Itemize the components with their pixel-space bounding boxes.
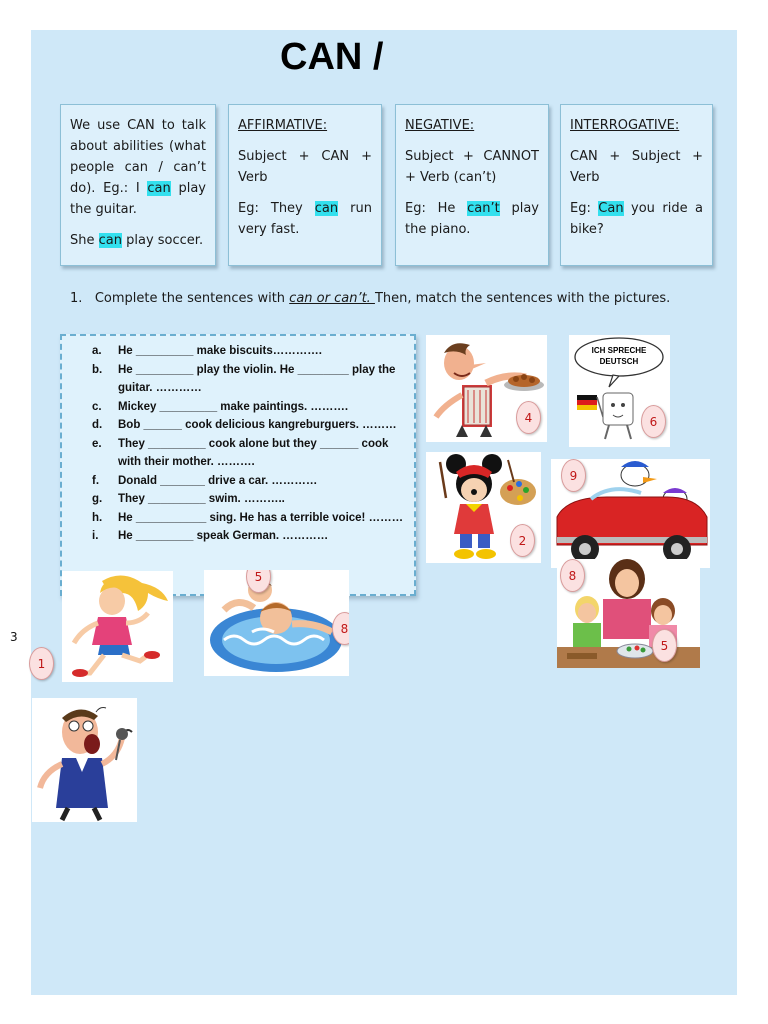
sentence-item [92, 435, 410, 472]
mickey-picture [426, 452, 541, 563]
girl-picture [62, 571, 173, 682]
intro-line-1: We use CAN to talk about abilities (what people can / can’t do). Eg.: I can play the guitar. [70, 118, 206, 217]
affirmative-rule: Subject + CAN + Verb [238, 149, 372, 185]
intro-box [60, 104, 216, 266]
affirmative-box [228, 104, 382, 266]
mickey-badge: 2 [510, 524, 535, 557]
side-number: 3 [10, 630, 18, 644]
interrogative-example: Eg: Can you ride a bike? [570, 201, 703, 237]
family-badge-top: 8 [560, 559, 585, 592]
interrogative-heading: INTERROGATIVE: [570, 118, 680, 133]
negative-rule: Subject + CANNOT + Verb (can’t) [405, 149, 539, 185]
swim-badge-top: 5 [246, 570, 271, 593]
sentences-box [60, 334, 416, 596]
chef-badge: 4 [516, 401, 541, 434]
sentence-item [92, 398, 410, 417]
page-title: CAN / [280, 36, 384, 78]
sentence-item [92, 342, 410, 361]
bubble-line-1: ICH SPRECHE [591, 346, 647, 355]
sentence-item [92, 509, 410, 528]
sentence-item [92, 472, 410, 491]
sentence-letter: d. [92, 419, 103, 431]
sentence-text: Bob ______ cook delicious kangreburguers. ……… [118, 419, 397, 431]
girl-running-illustration [62, 571, 173, 682]
interrogative-rule: CAN + Subject + Verb [570, 149, 703, 185]
sentence-text: He _________ make biscuits…………. [118, 345, 322, 357]
swim-badge-right: 8 [332, 612, 349, 645]
donald-badge: 9 [561, 459, 586, 492]
sentence-text: He _________ play the violin. He ________ play the guitar. ………… [118, 363, 396, 394]
singer-illustration [32, 698, 137, 822]
donald-picture [551, 459, 710, 568]
swimming-picture [204, 570, 349, 676]
family-badge-bottom: 5 [652, 629, 677, 662]
sentence-letter: h. [92, 511, 103, 524]
family-cooking-picture [557, 559, 700, 668]
sentence-letter: g. [92, 493, 103, 505]
sentence-list [92, 342, 410, 546]
sentence-text: They _________ cook alone but they ______ cook with their mother. ………. [118, 437, 389, 468]
negative-example: Eg: He can’t play the piano. [405, 201, 539, 237]
swimming-illustration [204, 570, 349, 676]
sentence-text: Mickey _________ make paintings. ………. [118, 400, 349, 413]
sentence-item [92, 416, 410, 435]
sentence-letter: c. [92, 400, 102, 413]
girl-badge: 1 [29, 647, 54, 680]
intro-line-2: She can play soccer. [70, 233, 204, 248]
sentence-item [92, 361, 410, 398]
sentence-letter: i. [92, 530, 99, 542]
sentence-text: Donald _______ drive a car. ………… [118, 474, 318, 487]
bubble-line-2: DEUTSCH [599, 357, 639, 366]
german-badge: 6 [641, 405, 666, 438]
sentence-letter: f. [92, 474, 100, 487]
negative-box [395, 104, 549, 266]
negative-heading: NEGATIVE: [405, 118, 475, 133]
sentence-text: He _________ speak German. ………… [118, 530, 329, 542]
sentence-letter: a. [92, 345, 102, 357]
sentence-text: They _________ swim. ……….. [118, 493, 285, 505]
sentence-letter: b. [92, 363, 103, 376]
interrogative-box [560, 104, 713, 266]
exercise-instruction: 1. Complete the sentences with can or can’t. Then, match the sentences with the pictures. [70, 291, 671, 306]
chef-picture [426, 335, 547, 442]
sentence-item [92, 490, 410, 509]
sentence-item [92, 527, 410, 546]
sentence-letter: e. [92, 437, 102, 450]
affirmative-example: Eg: They can run very fast. [238, 201, 372, 237]
affirmative-heading: AFFIRMATIVE: [238, 118, 328, 133]
german-picture [569, 335, 670, 447]
singer-picture [32, 698, 137, 822]
sentence-text: He ___________ sing. He has a terrible voice! ……… [118, 511, 404, 524]
